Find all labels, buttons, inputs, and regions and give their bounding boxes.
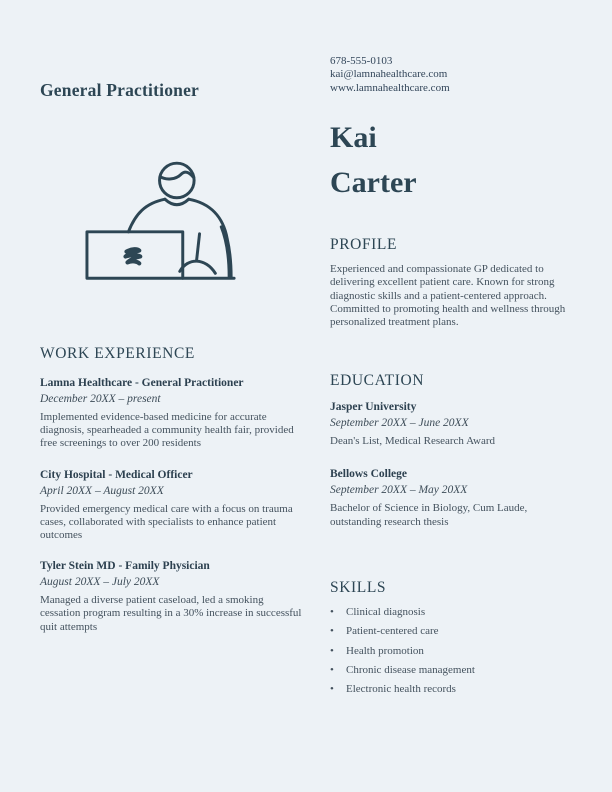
bullet-icon: • — [330, 644, 334, 657]
contact-website: www.lamnahealthcare.com — [330, 81, 450, 94]
job-title: Lamna Healthcare - General Practitioner — [40, 377, 244, 389]
profile-heading: PROFILE — [330, 236, 398, 254]
bullet-icon: • — [330, 664, 334, 677]
job-dates: April 20XX – August 20XX — [40, 484, 164, 497]
skill-item — [330, 646, 577, 657]
school-name: Bellows College — [330, 468, 407, 481]
school-dates: September 20XX – May 20XX — [330, 484, 468, 497]
skills-heading: SKILLS — [330, 578, 387, 596]
left-column — [40, 0, 302, 634]
school-description: Dean's List, Medical Research Award — [330, 435, 495, 448]
bullet-icon: • — [330, 605, 334, 618]
job-title: City Hospital - Medical Officer — [40, 468, 193, 481]
skill-item — [330, 665, 577, 676]
skill-label: Chronic disease management — [346, 664, 475, 677]
skill-label: Electronic health records — [346, 683, 456, 696]
bullet-icon: • — [330, 625, 334, 638]
education-entry — [330, 400, 577, 448]
contact-email: kai@lamnahealthcare.com — [330, 68, 448, 81]
candidate-name — [330, 115, 577, 205]
skill-label: Health promotion — [346, 644, 424, 657]
school-dates: September 20XX – June 20XX — [330, 417, 469, 430]
school-name: Jasper University — [330, 401, 417, 414]
education-entry — [330, 467, 577, 528]
skill-item — [330, 626, 577, 637]
job-description: Implemented evidence-based medicine for accurate diagnosis, spearheaded a community health fair, provided free screenings to over 200 residents — [40, 411, 294, 450]
person-at-laptop-icon — [84, 147, 242, 287]
job-description: Managed a diverse patient caseload, led a smoking cessation program resulting in a 30% increase in successful quit attempts — [40, 594, 302, 633]
name-first: Kai — [330, 121, 377, 155]
job-title: Tyler Stein MD - Family Physician — [40, 560, 210, 573]
contact-phone: 678-555-0103 — [330, 55, 393, 67]
education-heading: EDUCATION — [330, 372, 425, 390]
contact-block — [330, 55, 577, 95]
skill-item — [330, 607, 577, 618]
job-entry — [40, 376, 302, 451]
skill-item — [330, 684, 577, 695]
skill-label: Patient-centered care — [346, 625, 439, 638]
bullet-icon: • — [330, 683, 334, 696]
job-description: Provided emergency medical care with a focus on trauma cases, collaborated with specialists to enhance patient outcomes — [40, 502, 293, 542]
job-title-heading: General Practitioner — [40, 80, 200, 100]
education-list — [330, 400, 577, 529]
work-experience-heading: WORK EXPERIENCE — [40, 345, 195, 362]
job-entry — [40, 468, 302, 543]
skills-list — [330, 607, 577, 696]
job-dates: December 20XX – present — [40, 393, 161, 405]
right-column — [330, 0, 577, 704]
name-last: Carter — [330, 166, 417, 200]
job-entry — [40, 559, 302, 634]
skill-label: Clinical diagnosis — [346, 605, 426, 618]
school-description: Bachelor of Science in Biology, Cum Laude, outstanding research thesis — [330, 502, 528, 528]
job-dates: August 20XX – July 20XX — [40, 576, 160, 589]
profile-text: Experienced and compassionate GP dedicated to delivering excellent patient care. Known for strong diagnostic skills and a patient-centered approach. Committed to promoting health and wellness through personalized treatment plans. — [330, 263, 566, 329]
